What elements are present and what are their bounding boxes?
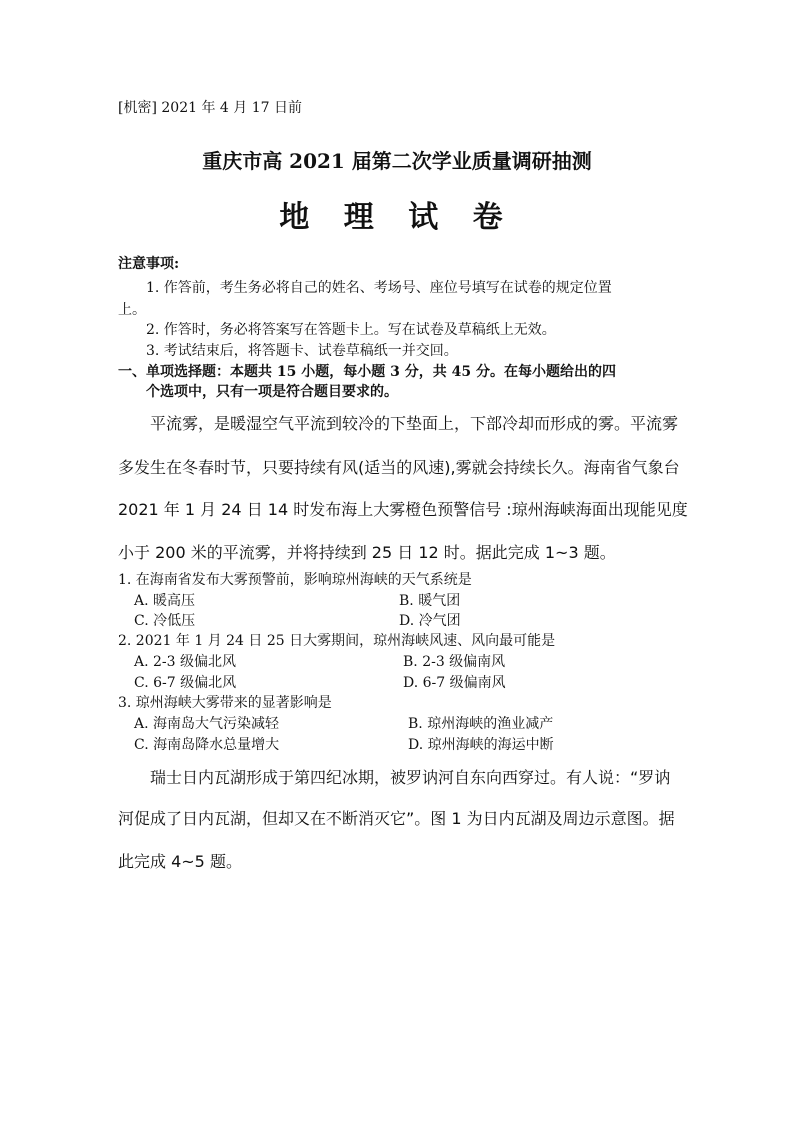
question-2-option-c: C. 6-7 级偏北风 [134, 675, 237, 691]
question-1-option-a: A. 暖高压 [134, 593, 196, 609]
passage-2-line-3: 此完成 4~5 题。 [118, 852, 242, 871]
note-3: 3. 考试结束后，将答题卡、试卷草稿纸一并交回。 [146, 343, 458, 359]
question-1-stem: 1. 在海南省发布大雾预警前，影响琼州海峡的天气系统是 [118, 572, 472, 588]
passage-1-line-3: 2021 年 1 月 24 日 14 时发布海上大雾橙色预警信号 :琼州海峡海面出现能见度 [118, 500, 688, 519]
question-2-stem: 2. 2021 年 1 月 24 日 25 日大雾期间，琼州海峡风速、风向最可能是 [118, 633, 556, 649]
question-1-option-b: B. 暖气团 [399, 593, 461, 609]
question-3-option-b: B. 琼州海峡的渔业减产 [408, 716, 554, 732]
question-1-option-d: D. 冷气团 [399, 613, 461, 629]
confidential-date-note: [机密] 2021 年 4 月 17 日前 [118, 100, 302, 116]
question-3-option-d: D. 琼州海峡的海运中断 [408, 737, 554, 753]
question-2-option-a: A. 2-3 级偏北风 [134, 654, 237, 670]
notes-heading: 注意事项: [118, 256, 180, 272]
passage-1-line-4: 小于 200 米的平流雾，并将持续到 25 日 12 时。据此完成 1~3 题。 [118, 543, 616, 562]
exam-title: 重庆市高 2021 届第二次学业质量调研抽测 [202, 149, 592, 173]
question-3-option-c: C. 海南岛降水总量增大 [134, 737, 280, 753]
note-1-line-2: 上。 [118, 302, 146, 318]
passage-2-line-2: 河促成了日内瓦湖，但却又在不断消灭它”。图 1 为日内瓦湖及周边示意图。据 [118, 809, 675, 828]
note-1-line-1: 1. 作答前，考生务必将自己的姓名、考场号、座位号填写在试卷的规定位置 [146, 280, 612, 296]
passage-2-line-1: 瑞士日内瓦湖形成于第四纪冰期，被罗讷河自东向西穿过。有人说：“罗讷 [150, 768, 671, 787]
subject-title: 地 理 试 卷 [279, 200, 515, 235]
question-2-option-d: D. 6-7 级偏南风 [403, 675, 506, 691]
question-2-option-b: B. 2-3 级偏南风 [403, 654, 506, 670]
section-1-heading-line-1: 一、单项选择题：本题共 15 小题，每小题 3 分，共 45 分。在每小题给出的四 [118, 364, 616, 380]
note-2: 2. 作答时，务必将答案写在答题卡上。写在试卷及草稿纸上无效。 [146, 322, 556, 338]
question-3-option-a: A. 海南岛大气污染减轻 [134, 716, 280, 732]
passage-1-line-2: 多发生在冬春时节，只要持续有风(适当的风速),雾就会持续长久。海南省气象台 [118, 458, 680, 477]
section-1-heading-line-2: 个选项中，只有一项是符合题目要求的。 [146, 384, 398, 400]
passage-1-line-1: 平流雾，是暖湿空气平流到较冷的下垫面上，下部冷却而形成的雾。平流雾 [150, 414, 679, 433]
question-3-stem: 3. 琼州海峡大雾带来的显著影响是 [118, 695, 332, 711]
question-1-option-c: C. 冷低压 [134, 613, 196, 629]
